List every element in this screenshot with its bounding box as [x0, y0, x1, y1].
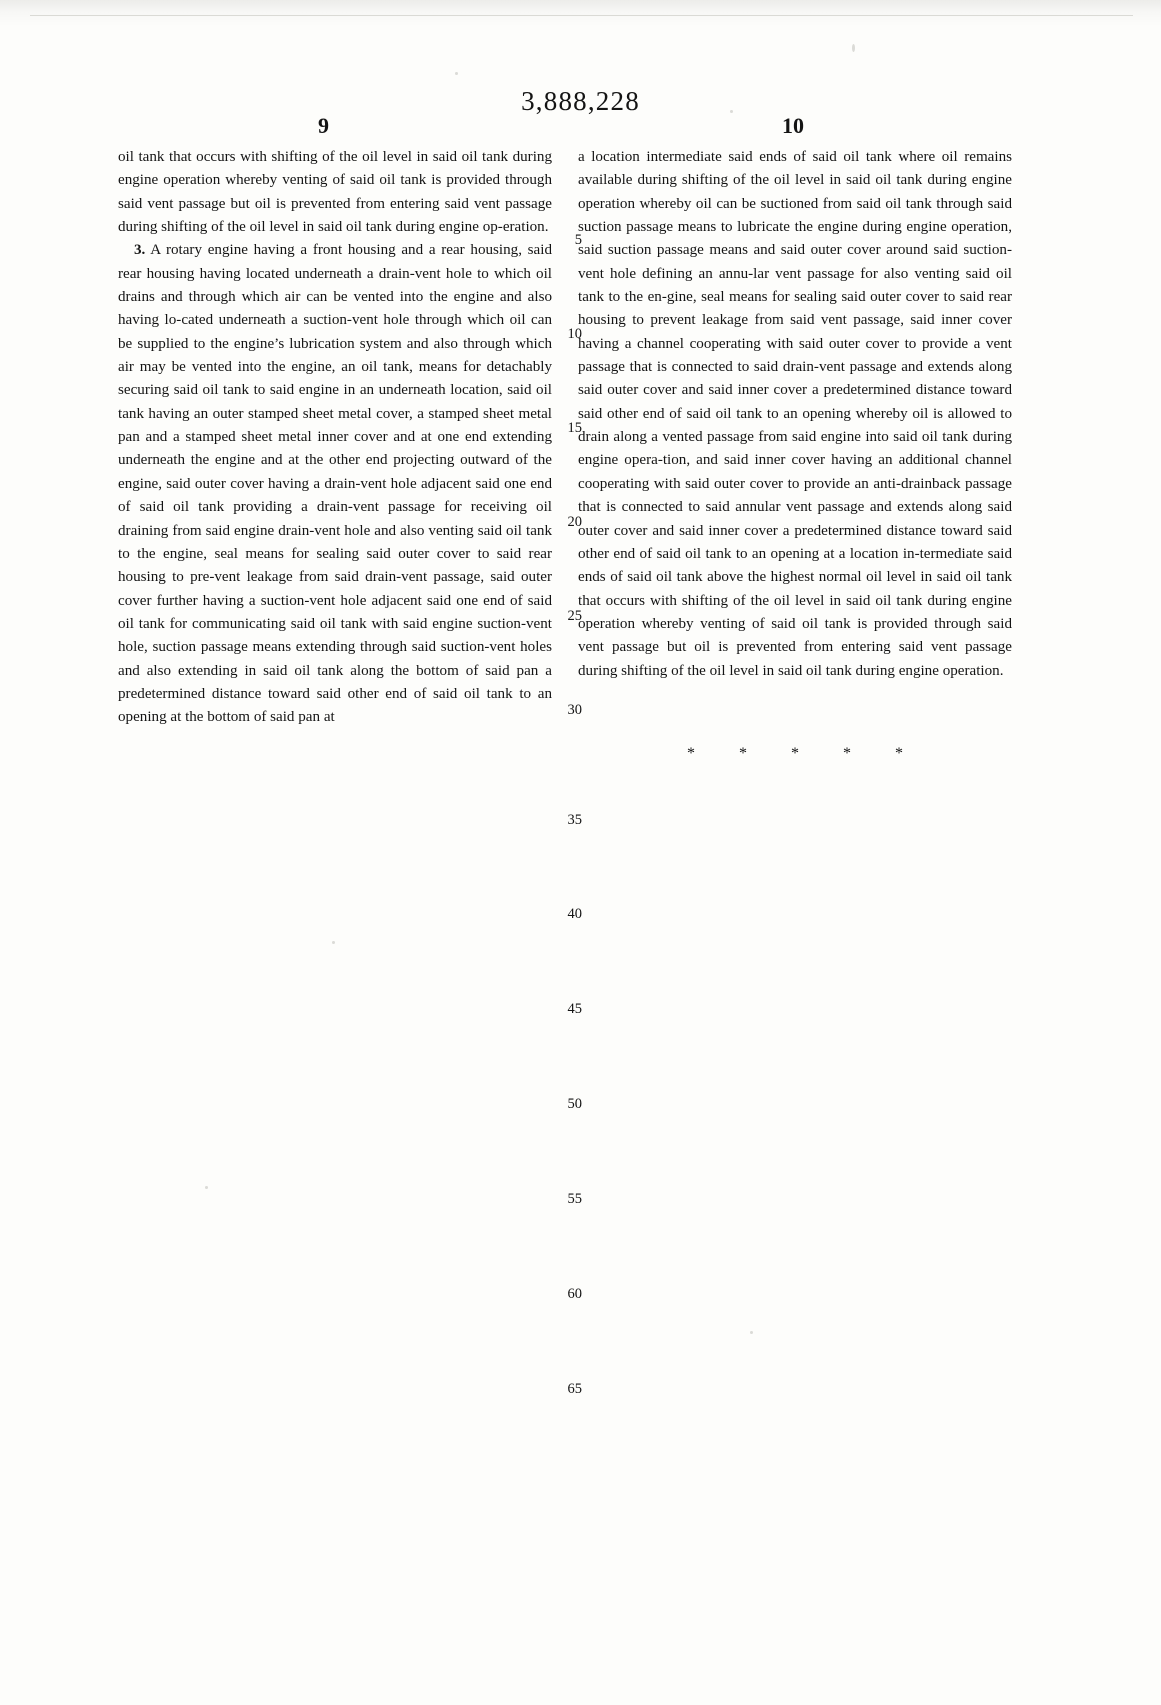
line-number: 40 [567, 906, 582, 922]
column-left-text [118, 146, 552, 730]
line-number: 45 [567, 1001, 582, 1017]
paragraph-continuation: a location intermediate said ends of said oil tank where oil remains available during shifting of the oil level in said oil tank during engine operation whereby oil can be suctioned from said oil tank through said suction passage means to lubricate the engine during engine operation, said suction passage means and said outer cover around said suction-vent hole defining an annu-lar vent passage for also venting said oil tank to the en-gine, seal means for sealing said outer cover to said rear housing to prevent leakage from said vent passage, said inner cover having a channel cooperating with said outer cover to provide a vent passage that is connected to said drain-vent passage and extends along said outer cover and said inner cover a predetermined distance toward said other end of said oil tank to an opening whereby oil is allowed to drain along a vented passage from said engine into said oil tank during engine opera-tion, and said inner cover having an additional channel cooperating with said outer cover to provide an anti-drainback passage that is connected to said annular vent passage and extends along said outer cover and said inner cover a predetermined distance toward said other end of said oil tank to an opening at a location in-termediate said ends of said oil tank above the highest normal oil level in said oil tank that occurs with shifting of the oil level in said oil tank during engine operation whereby venting of said oil tank is provided through said vent passage but oil is prevented from entering said vent passage during shifting of the oil level in said oil tank during engine operation. [578, 149, 1012, 679]
scan-speck [750, 1331, 753, 1334]
scan-speck [332, 941, 335, 944]
line-number: 50 [567, 1096, 582, 1112]
scan-speck [852, 44, 855, 52]
scan-edge-artifact [0, 0, 1161, 26]
column-right-text [578, 146, 1012, 683]
line-number: 65 [567, 1381, 582, 1397]
line-number: 15 [567, 420, 582, 436]
claim-3 [118, 239, 552, 729]
line-number: 60 [567, 1286, 582, 1302]
line-number: 25 [567, 608, 582, 624]
scan-speck [455, 72, 458, 75]
claim-number: 3. [134, 242, 146, 259]
line-number: 10 [567, 326, 582, 342]
column-number-left: 9 [318, 113, 329, 138]
line-number: 20 [567, 514, 582, 530]
line-number: 30 [567, 702, 582, 718]
patent-number: 3,888,228 [521, 86, 640, 116]
paragraph-continuation: oil tank that occurs with shifting of the oil level in said oil tank during engine operation whereby venting of said oil tank is provided through said vent passage but oil is prevented from entering said vent passage during shifting of the oil level in said oil tank during engine op-eration. [118, 149, 552, 236]
end-of-claims-mark: * * * * * [687, 745, 923, 762]
line-number: 35 [567, 812, 582, 828]
column-number-right: 10 [782, 113, 804, 138]
scan-rule-artifact [30, 15, 1133, 16]
line-number: 5 [574, 232, 582, 248]
scan-speck [205, 1186, 208, 1189]
claim-body: A rotary engine having a front housing and a rear housing, said rear housing having located underneath a drain-vent hole to which oil drains and through which air can be vented into the engine and also having lo-cated underneath a suction-vent hole through which oil can be supplied to the engine’s lubrication system and also through which air may be vented into the engine, an oil tank, means for detachably securing said oil tank to said engine in an underneath location, said oil tank having an outer stamped sheet metal cover, a stamped sheet metal pan and a stamped sheet metal inner cover and at one end extending underneath the engine and at the other end projecting outward of the engine, said outer cover having a drain-vent hole adjacent said one end of said oil tank providing a drain-vent passage for receiving oil draining from said engine drain-vent hole and also venting said oil tank to the engine, seal means for sealing said outer cover to said rear housing to pre-vent leakage from said drain-vent passage, said outer cover further having a suction-vent hole adjacent said one end of said oil tank for communicating said oil tank with said engine suction-vent hole, suction passage means extending through said suction-vent holes and also extending in said oil tank along the bottom of said pan a predetermined distance toward said other end of said oil tank to an opening at the bottom of said pan at [118, 242, 552, 726]
line-number: 55 [567, 1191, 582, 1207]
